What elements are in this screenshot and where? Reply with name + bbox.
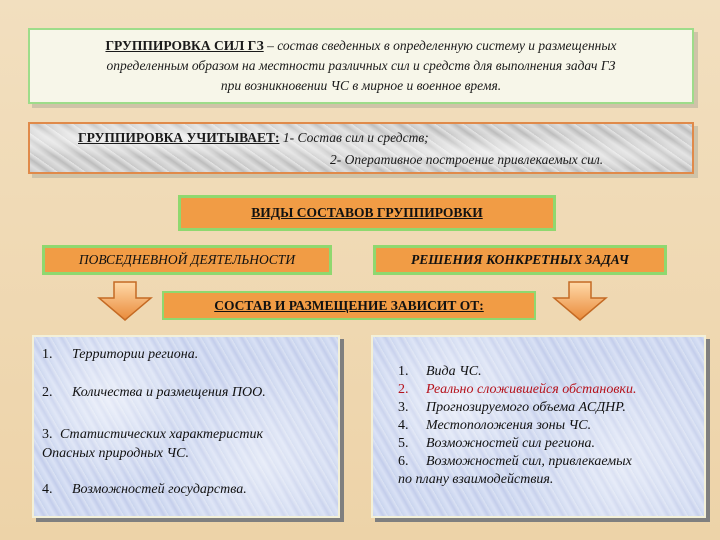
definition-line-1: [44, 36, 678, 56]
left-item-1: [42, 347, 198, 363]
considers-item-2: 2- Оперативное построение привлекаемых сил.: [330, 152, 604, 167]
right-item-1-num: 1.: [398, 364, 409, 379]
depends-title-box: СОСТАВ И РАЗМЕЩЕНИЕ ЗАВИСИТ ОТ:: [162, 291, 536, 320]
left-item-3-text: Статистических характеристик: [60, 427, 264, 442]
right-item-4: [398, 417, 591, 435]
right-item-6-text-2: по плану взаимодействия.: [398, 472, 554, 487]
left-down-arrow-icon: [97, 281, 153, 321]
left-item-2-text: Количества и размещения ПОО.: [72, 385, 266, 400]
definition-head: ГРУППИРОВКА СИЛ ГЗ: [105, 38, 264, 53]
right-item-5-num: 5.: [398, 436, 409, 451]
considers-box: [28, 122, 694, 174]
right-item-2: [398, 381, 636, 399]
definition-line-2: определенным образом на местности различных сил и средств для выполнения задач ГЗ: [106, 58, 616, 73]
considers-line-1: [78, 130, 429, 146]
considers-item-1: 1- Состав сил и средств;: [279, 130, 429, 145]
right-item-3: [398, 399, 626, 417]
right-item-2-num: 2.: [398, 382, 409, 397]
left-item-1-text: Территории региона.: [72, 347, 199, 362]
considers-head: ГРУППИРОВКА УЧИТЫВАЕТ:: [78, 130, 280, 145]
left-item-3-text-2: Опасных природных ЧС.: [42, 446, 189, 461]
left-item-1-num: 1.: [42, 347, 53, 362]
right-factors-list: [371, 335, 706, 518]
right-item-3-num: 3.: [398, 400, 409, 415]
left-item-4-text: Возможностей государства.: [72, 482, 247, 497]
right-item-6-num: 6.: [398, 454, 409, 469]
left-item-3-num: 3.: [42, 427, 53, 442]
right-item-4-text: Местоположения зоны ЧС.: [426, 418, 592, 433]
right-down-arrow-icon: [552, 281, 608, 321]
definition-line-3: при возникновении ЧС в мирное и военное время.: [220, 78, 502, 93]
right-item-1: [398, 363, 482, 381]
right-item-5: [398, 435, 595, 453]
left-item-3: [42, 425, 263, 463]
right-item-3-text: Прогнозируемого объема АСДНР.: [426, 400, 626, 415]
definition-text-1: – состав сведенных в определенную систему и размещенных: [263, 38, 617, 53]
daily-activity-box: ПОВСЕДНЕВНОЙ ДЕЯТЕЛЬНОСТИ: [42, 245, 332, 275]
left-item-2-num: 2.: [42, 385, 53, 400]
right-item-2-text: Реально сложившейся обстановки.: [426, 382, 637, 397]
left-item-4: [42, 482, 247, 498]
right-item-5-text: Возможностей сил региона.: [426, 436, 596, 451]
specific-tasks-box: РЕШЕНИЯ КОНКРЕТНЫХ ЗАДАЧ: [373, 245, 667, 275]
left-factors-list: [32, 335, 340, 518]
right-item-6: [398, 453, 632, 489]
right-item-4-num: 4.: [398, 418, 409, 433]
definition-box: [28, 28, 694, 104]
right-item-1-text: Вида ЧС.: [426, 364, 482, 379]
right-item-6-text: Возможностей сил, привлекаемых: [426, 454, 632, 469]
left-item-2: [42, 385, 266, 401]
types-title-box: ВИДЫ СОСТАВОВ ГРУППИРОВКИ: [178, 195, 556, 231]
left-item-4-num: 4.: [42, 482, 53, 497]
